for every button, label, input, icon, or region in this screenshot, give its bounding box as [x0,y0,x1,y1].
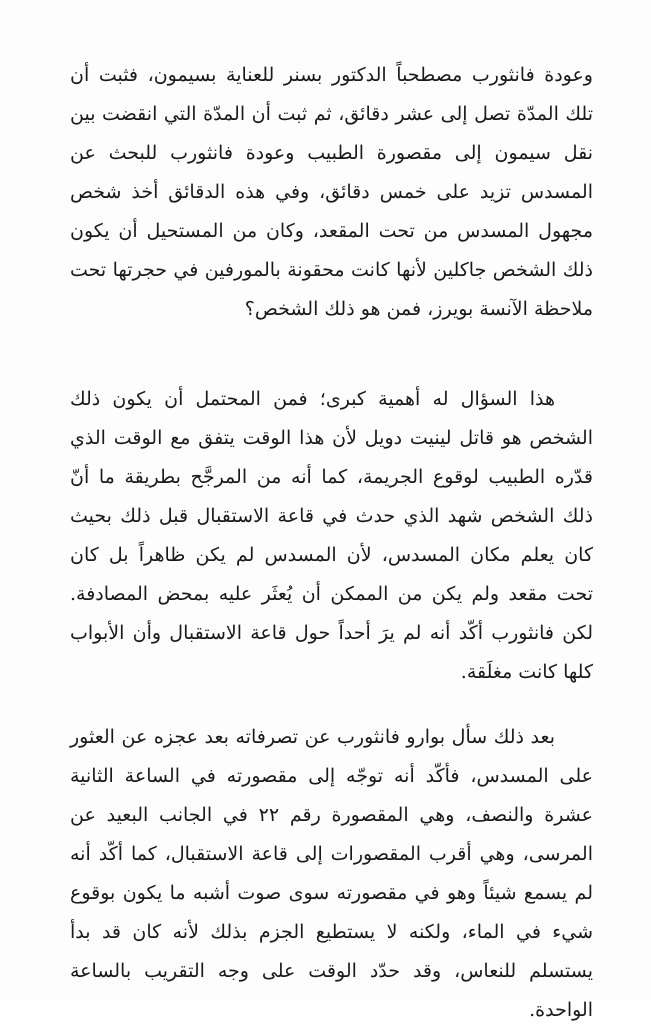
paragraph-2: هذا السؤال له أهمية كبرى؛ فمن المحتمل أن يكون ذلك الشخص هو قاتل لينيت دويل لأن هذا الوقت يتفق مع الوقت الذي قدّره الطبيب لوقوع الجريمة، كما أنه من المرجَّح بطريقة ما أنّ ذلك الشخص شهد الذي حدث في قاعة الاستقبال قبل ذلك بحيث كان يعلم مكان المسدس، لأن المسدس لم يكن ظاهراً بل كان تحت مقعد ولم يكن من الممكن أن يُعثَر عليه بمحض المصادفة. لكن فانثورب أكّد أنه لم يرَ أحداً حول قاعة الاستقبال وأن الأبواب كلها كانت مغلَقة. [70,388,593,683]
paragraph-1: وعودة فانثورب مصطحباً الدكتور بسنر للعناية بسيمون، فثبت أن تلك المدّة تصل إلى عشر دقائق، ثم ثبت أن المدّة التي انقضت بين نقل سيمون إلى مقصورة الطبيب وعودة فانثورب للبحث عن المسدس تزيد على خمس دقائق، وفي هذه الدقائق أخذ شخص مجهول المسدس من تحت المقعد، وكان من المستحيل أن يكون ذلك الشخص جاكلين لأنها كانت محقونة بالمورفين في حجرتها تحت ملاحظة الآنسة بويرز، فمن هو ذلك الشخص؟ [70,64,593,320]
paragraph-3: بعد ذلك سأل بوارو فانثورب عن تصرفاته بعد عجزه عن العثور على المسدس، فأكّد أنه توجّه إلى مقصورته في الساعة الثانية عشرة والنصف، وهي المقصورة رقم ٢٢ في الجانب البعيد عن المرسى، وهي أقرب المقصورات إلى قاعة الاستقبال، كما أكّد أنه لم يسمع شيئاً وهو في مقصورته سوى صوت أشبه ما يكون بوقوع شيء في الماء، ولكنه لا يستطيع الجزم بذلك لأنه كان قد بدأ يستسلم للنعاس، وقد حدّد الوقت على وجه التقريب بالساعة الواحدة. [70,726,593,1021]
